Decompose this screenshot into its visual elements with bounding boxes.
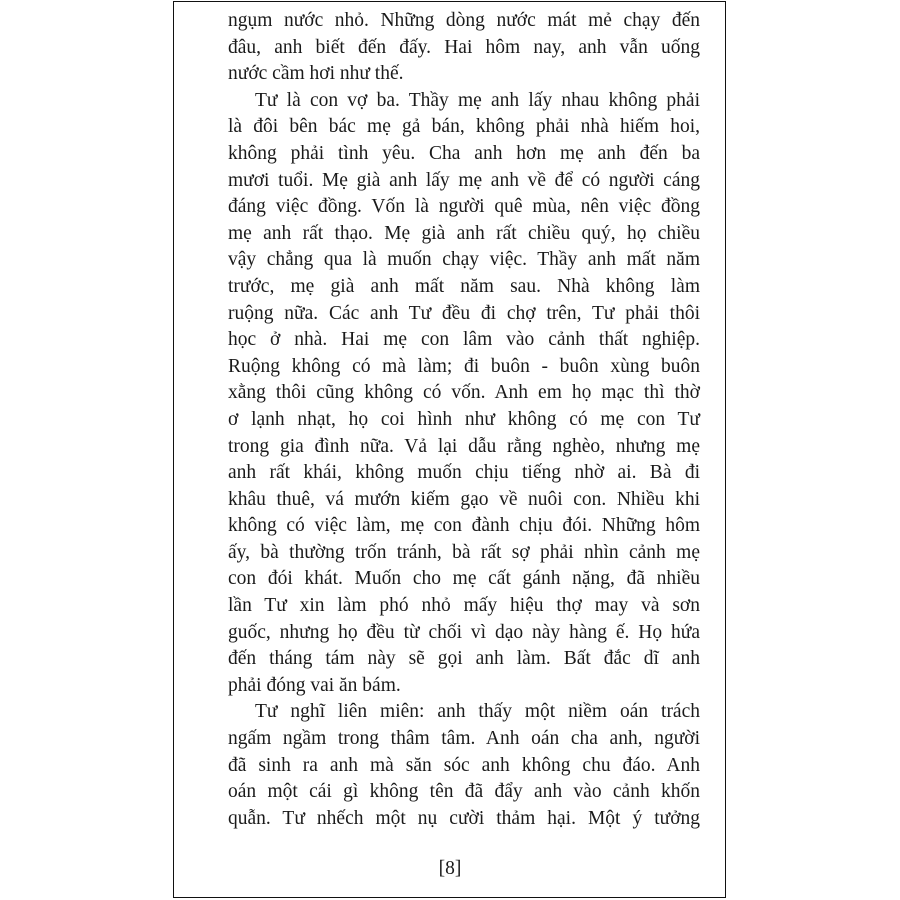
text-line: đã sinh ra anh mà săn sóc anh không chu đáo. Anh: [228, 754, 700, 776]
body-text: [228, 8, 700, 832]
paragraph: [228, 8, 700, 88]
page-number: [8]: [438, 858, 462, 879]
text-line: phải đóng vai ăn bám.: [228, 674, 401, 696]
text-line: trước, mẹ già anh mất năm sau. Nhà không làm: [228, 275, 700, 297]
text-line: Tư nghĩ liên miên: anh thấy một niềm oán trách: [255, 701, 700, 723]
text-line: trong gia đình nữa. Vả lại dẫu rằng nghèo, nhưng mẹ: [228, 435, 700, 457]
text-line: con đói khát. Muốn cho mẹ cất gánh nặng, đã nhiều: [228, 568, 700, 590]
text-line: anh rất khái, không muốn chịu tiếng nhờ ai. Bà đi: [228, 462, 700, 484]
text-line: ngấm ngầm trong thâm tâm. Anh oán cha anh, người: [228, 728, 700, 750]
text-line: không có việc làm, mẹ con đành chịu đói. Những hôm: [228, 515, 700, 537]
text-line: mẹ anh rất thạo. Mẹ già anh rất chiều quý, họ chiều: [228, 222, 700, 244]
text-line: guốc, nhưng họ đều từ chối vì dạo này hàng ế. Họ hứa: [228, 621, 700, 643]
text-line: ấy, bà thường trốn tránh, bà rất sợ phải nhìn cảnh mẹ: [228, 541, 700, 563]
paragraph: [228, 88, 700, 700]
text-line: không phải tình yêu. Cha anh hơn mẹ anh đến ba: [228, 142, 700, 164]
text-line: quẫn. Tư nhếch một nụ cười thảm hại. Một ý tưởng: [228, 807, 700, 829]
text-line: oán một cái gì không tên đã đẩy anh vào cảnh khốn: [228, 781, 700, 803]
text-line: đáng việc đồng. Vốn là người quê mùa, nên việc đồng: [228, 196, 700, 218]
text-line: Tư là con vợ ba. Thầy mẹ anh lấy nhau không phải: [255, 89, 700, 111]
text-line: ơ lạnh nhạt, họ coi hình như không có mẹ con Tư: [228, 408, 700, 430]
text-line: ruộng nữa. Các anh Tư đều đi chợ trên, Tư phải thôi: [228, 302, 700, 324]
text-line: khâu thuê, vá mướn kiếm gạo về nuôi con. Nhiều khi: [228, 488, 700, 510]
text-line: mươi tuổi. Mẹ già anh lấy mẹ anh về để có người cáng: [228, 169, 700, 191]
text-line: xằng thôi cũng không có vốn. Anh em họ mạc thì thờ: [228, 382, 700, 404]
text-line: ngụm nước nhỏ. Những dòng nước mát mẻ chạy đến: [228, 10, 700, 31]
text-line: là đôi bên bác mẹ gả bán, không phải nhà hiếm hoi,: [228, 116, 700, 138]
text-line: đến tháng tám này sẽ gọi anh làm. Bất đắc dĩ anh: [228, 648, 700, 670]
text-line: vậy chẳng qua là muốn chạy việc. Thầy anh mất năm: [228, 249, 700, 271]
paragraph: [228, 699, 700, 832]
text-line: học ở nhà. Hai mẹ con lâm vào cảnh thất nghiệp.: [228, 329, 700, 351]
text-line: lần Tư xin làm phó nhỏ mấy hiệu thợ may và sơn: [228, 595, 700, 617]
text-line: Ruộng không có mà làm; đi buôn - buôn xùng buôn: [228, 355, 700, 377]
text-line: đâu, anh biết đến đấy. Hai hôm nay, anh vẫn uống: [228, 36, 700, 58]
text-line: nước cầm hơi như thế.: [228, 63, 404, 85]
